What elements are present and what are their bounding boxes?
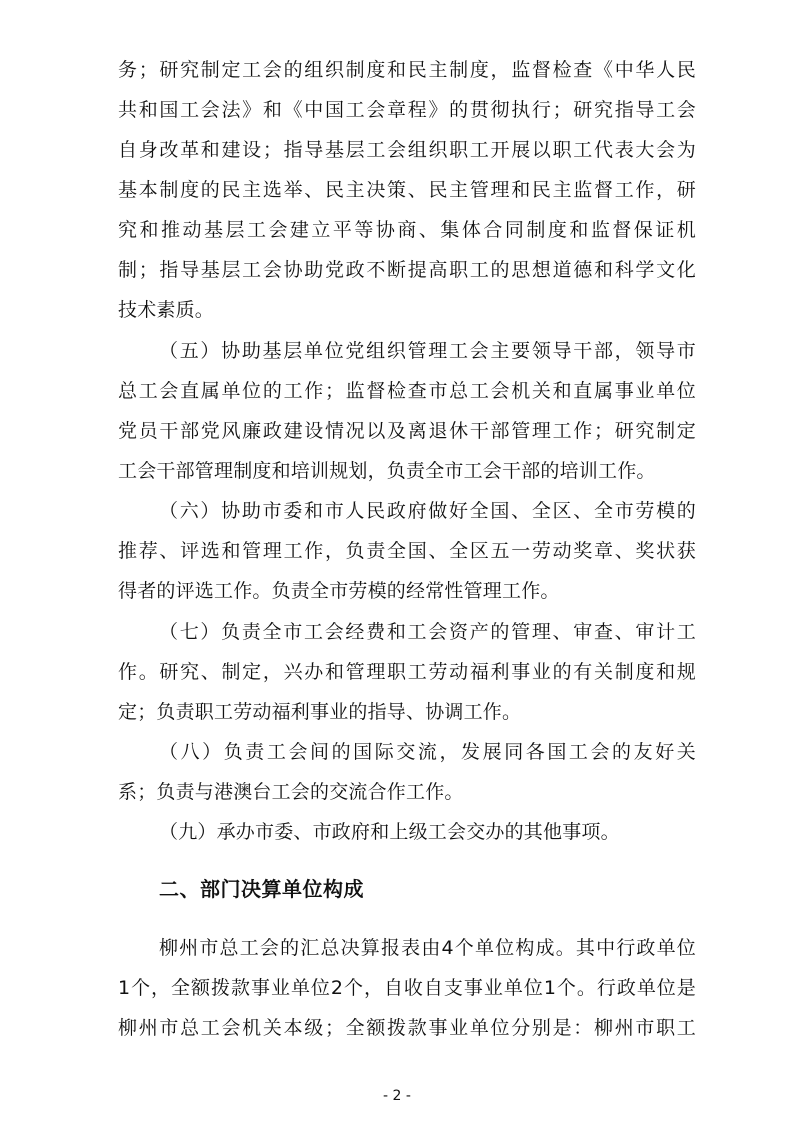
text-line: 系；负责与港澳台工会的交流合作工作。 — [118, 781, 464, 803]
text-line: （六）协助市委和市人民政府做好全国、全区、全市劳模的 — [159, 500, 696, 522]
text-line: 制；指导基层工会协助党政不断提高职工的思想道德和科学文化 — [118, 259, 696, 281]
text-line: 务；研究制定工会的组织制度和民主制度，监督检查《中华人民 — [118, 59, 696, 81]
text-line: 技术素质。 — [118, 299, 215, 321]
page-number: - 2 - — [383, 1088, 411, 1104]
text-line: 自身改革和建设；指导基层工会组织职工开展以职工代表大会为 — [118, 139, 696, 161]
text-line: 定；负责职工劳动福利事业的指导、协调工作。 — [118, 701, 522, 723]
text-line: 作。研究、制定，兴办和管理职工劳动福利事业的有关制度和规 — [118, 661, 696, 683]
text-line: （五）协助基层单位党组织管理工会主要领导干部，领导市 — [159, 340, 696, 362]
text-line: 究和推动基层工会建立平等协商、集体合同制度和监督保证机 — [118, 219, 696, 241]
section-heading: 二、部门决算单位构成 — [159, 877, 364, 901]
text-line: 得者的评选工作。负责全市劳模的经常性管理工作。 — [118, 580, 560, 602]
text-line: 基本制度的民主选举、民主决策、民主管理和民主监督工作，研 — [118, 179, 696, 201]
text-line: （八）负责工会间的国际交流，发展同各国工会的友好关 — [159, 741, 696, 763]
text-line: 1个，全额拨款事业单位2个，自收自支事业单位1个。行政单位是 — [118, 977, 696, 999]
text-line: （七）负责全市工会经费和工会资产的管理、审查、审计工 — [159, 621, 696, 643]
text-line: 柳州市总工会机关本级；全额拨款事业单位分别是：柳州市职工 — [118, 1017, 696, 1039]
text-line: 共和国工会法》和《中国工会章程》的贯彻执行；研究指导工会 — [118, 99, 696, 121]
text-line: （九）承办市委、市政府和上级工会交办的其他事项。 — [159, 821, 620, 843]
text-line: 工会干部管理制度和培训规划，负责全市工会干部的培训工作。 — [118, 460, 656, 482]
text-line: 柳州市总工会的汇总决算报表由4个单位构成。其中行政单位 — [159, 937, 696, 959]
text-line: 总工会直属单位的工作；监督检查市总工会机关和直属事业单位 — [118, 380, 696, 402]
text-line: 党员干部党风廉政建设情况以及离退休干部管理工作；研究制定 — [118, 420, 696, 442]
text-line: 推荐、评选和管理工作，负责全国、全区五一劳动奖章、奖状获 — [118, 540, 696, 562]
